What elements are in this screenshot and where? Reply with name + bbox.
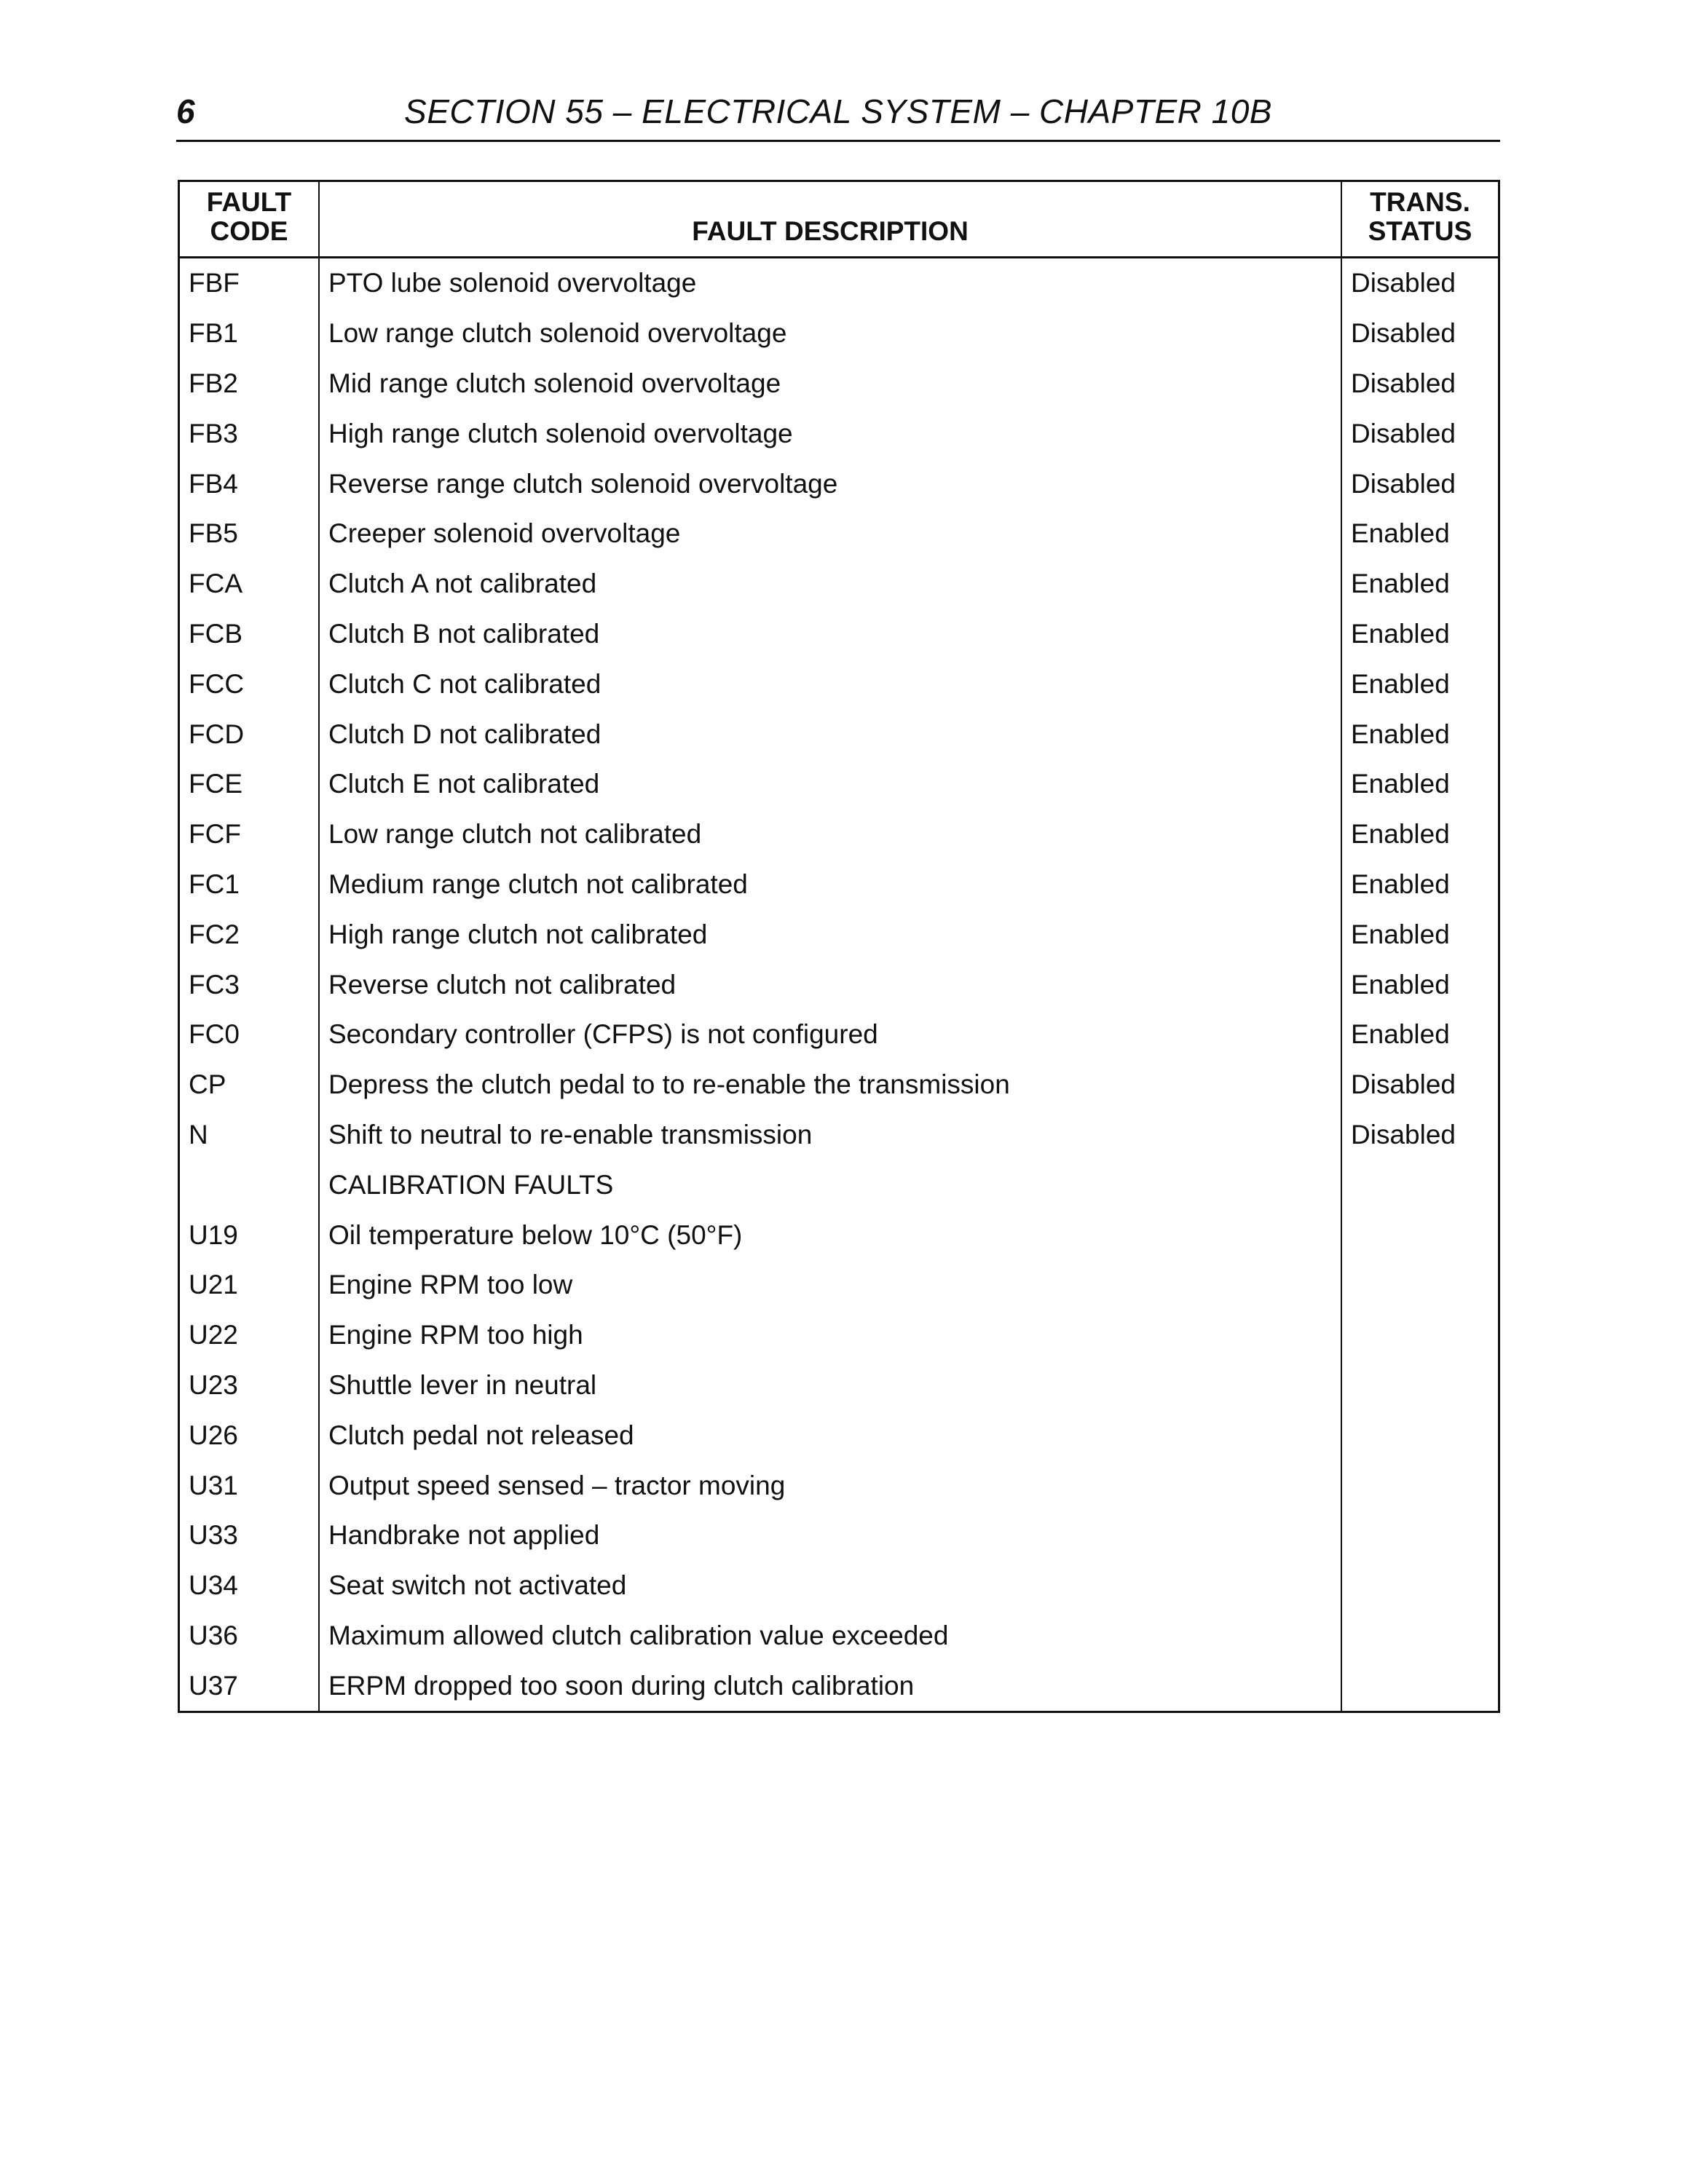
fault-description-cell: Reverse range clutch solenoid overvoltage	[319, 459, 1341, 509]
fault-description-cell: Seat switch not activated	[319, 1561, 1341, 1611]
fault-code-cell: FB2	[179, 359, 320, 409]
fault-description-cell: Output speed sensed – tractor moving	[319, 1460, 1341, 1511]
trans-status-cell: Enabled	[1351, 719, 1450, 749]
fault-description-cell: Medium range clutch not calibrated	[319, 860, 1341, 910]
trans-status-cell: Disabled	[1351, 1119, 1456, 1150]
fault-code-cell: FCE	[179, 759, 320, 810]
page-number: 6	[176, 92, 195, 130]
table-row	[179, 1210, 1499, 1260]
fault-code-cell: FCB	[179, 609, 320, 660]
trans-status-cell: Enabled	[1351, 769, 1450, 799]
section-title: SECTION 55 – ELECTRICAL SYSTEM – CHAPTER 10B	[404, 92, 1272, 130]
table-header-row	[179, 181, 1499, 258]
fault-description-cell: Low range clutch solenoid overvoltage	[319, 309, 1341, 359]
fault-code-cell: FC0	[179, 1010, 320, 1060]
fault-description-cell: Secondary controller (CFPS) is not configured	[319, 1010, 1341, 1060]
fault-code-cell: FC2	[179, 909, 320, 960]
trans-status-cell	[1341, 1410, 1499, 1460]
trans-status-cell	[1341, 1661, 1499, 1712]
trans-status-cell: Disabled	[1351, 368, 1456, 398]
fault-code-cell: N	[179, 1110, 320, 1160]
table-row	[179, 909, 1499, 960]
table-row	[179, 1611, 1499, 1661]
trans-status-cell	[1341, 1310, 1499, 1361]
trans-status-cell	[1341, 1260, 1499, 1310]
table-row	[179, 509, 1499, 559]
fault-description-cell: Engine RPM too high	[319, 1310, 1341, 1361]
fault-description-cell: Clutch C not calibrated	[319, 659, 1341, 709]
trans-status-cell: Disabled	[1351, 268, 1456, 298]
fault-code-cell: FB3	[179, 408, 320, 459]
table-row	[179, 960, 1499, 1010]
fault-code-cell: U34	[179, 1561, 320, 1611]
fault-code-cell: U26	[179, 1410, 320, 1460]
table-row	[179, 459, 1499, 509]
fault-description-cell: Reverse clutch not calibrated	[319, 960, 1341, 1010]
fault-code-cell: FCC	[179, 659, 320, 709]
trans-status-cell	[1341, 1361, 1499, 1411]
table-row	[179, 1410, 1499, 1460]
fault-code-cell: U19	[179, 1210, 320, 1260]
table-row	[179, 609, 1499, 660]
trans-status-cell: Enabled	[1351, 869, 1450, 899]
fault-code-cell: CP	[179, 1060, 320, 1110]
fault-description-cell: Clutch A not calibrated	[319, 559, 1341, 609]
fault-description-cell: High range clutch not calibrated	[319, 909, 1341, 960]
trans-status-cell	[1341, 1611, 1499, 1661]
table-row	[179, 359, 1499, 409]
fault-code-cell: FCD	[179, 709, 320, 759]
fault-code-cell: FB1	[179, 309, 320, 359]
fault-description-cell: Creeper solenoid overvoltage	[319, 509, 1341, 559]
trans-status-cell: Enabled	[1351, 819, 1450, 850]
trans-status-cell: Disabled	[1351, 1069, 1456, 1100]
table-row	[179, 1160, 1499, 1210]
trans-status-cell: Enabled	[1351, 919, 1450, 949]
table-row	[179, 659, 1499, 709]
trans-status-cell: Enabled	[1351, 1019, 1450, 1050]
fault-description-cell: Clutch pedal not released	[319, 1410, 1341, 1460]
trans-status-cell	[1341, 1561, 1499, 1611]
fault-code-cell: U36	[179, 1611, 320, 1661]
trans-status-cell: Enabled	[1351, 569, 1450, 599]
fault-description-cell: PTO lube solenoid overvoltage	[319, 258, 1341, 309]
fault-code-cell: FB5	[179, 509, 320, 559]
fault-code-cell: U33	[179, 1511, 320, 1561]
table-row	[179, 759, 1499, 810]
fault-code-cell: FB4	[179, 459, 320, 509]
table-row	[179, 1060, 1499, 1110]
fault-code-cell: U37	[179, 1661, 320, 1712]
trans-status-cell: Disabled	[1351, 318, 1456, 349]
fault-code-cell: FC1	[179, 860, 320, 910]
table-row	[179, 1661, 1499, 1712]
fault-code-table	[178, 180, 1500, 1713]
table-row	[179, 408, 1499, 459]
trans-status-cell: Disabled	[1351, 418, 1456, 448]
page-header	[176, 86, 1500, 142]
fault-description-cell: Maximum allowed clutch calibration value exceeded	[319, 1611, 1341, 1661]
fault-description-cell: Clutch D not calibrated	[319, 709, 1341, 759]
fault-code-cell: FCA	[179, 559, 320, 609]
fault-code-cell: U31	[179, 1460, 320, 1511]
fault-description-cell: Shift to neutral to re-enable transmission	[319, 1110, 1341, 1160]
fault-description-cell: Mid range clutch solenoid overvoltage	[319, 359, 1341, 409]
fault-description-cell: Clutch E not calibrated	[319, 759, 1341, 810]
fault-description-cell: ERPM dropped too soon during clutch calibration	[319, 1661, 1341, 1712]
table-row	[179, 1260, 1499, 1310]
table-row	[179, 1561, 1499, 1611]
trans-status-cell: Enabled	[1351, 518, 1450, 549]
column-header-fault-code: FAULT CODE	[179, 181, 320, 258]
fault-description-cell: Engine RPM too low	[319, 1260, 1341, 1310]
fault-rows	[179, 258, 1499, 1712]
trans-status-cell: Enabled	[1351, 969, 1450, 1000]
fault-description-cell: Depress the clutch pedal to to re-enable the transmission	[319, 1060, 1341, 1110]
table-row	[179, 860, 1499, 910]
fault-code-cell	[179, 1160, 320, 1210]
table-row	[179, 810, 1499, 860]
fault-code-cell: U22	[179, 1310, 320, 1361]
table-row	[179, 1310, 1499, 1361]
trans-status-cell	[1341, 1511, 1499, 1561]
fault-code-cell: U23	[179, 1361, 320, 1411]
fault-description-cell: Oil temperature below 10°C (50°F)	[319, 1210, 1341, 1260]
fault-description-cell: High range clutch solenoid overvoltage	[319, 408, 1341, 459]
trans-status-cell: Disabled	[1351, 468, 1456, 499]
table-row	[179, 559, 1499, 609]
table-row	[179, 1361, 1499, 1411]
fault-code-cell: FBF	[179, 258, 320, 309]
trans-status-cell: Enabled	[1351, 618, 1450, 649]
fault-description-cell: CALIBRATION FAULTS	[319, 1160, 1341, 1210]
table-row	[179, 309, 1499, 359]
fault-code-cell: U21	[179, 1260, 320, 1310]
table-row	[179, 1511, 1499, 1561]
fault-description-cell: Low range clutch not calibrated	[319, 810, 1341, 860]
table-row	[179, 258, 1499, 309]
table-row	[179, 709, 1499, 759]
trans-status-cell	[1341, 1460, 1499, 1511]
fault-description-cell: Shuttle lever in neutral	[319, 1361, 1341, 1411]
column-header-trans-status: TRANS. STATUS	[1341, 181, 1499, 258]
fault-code-cell: FC3	[179, 960, 320, 1010]
fault-code-cell: FCF	[179, 810, 320, 860]
table-row	[179, 1460, 1499, 1511]
trans-status-cell	[1341, 1160, 1499, 1210]
column-header-fault-description: FAULT DESCRIPTION	[319, 181, 1341, 258]
table-row	[179, 1110, 1499, 1160]
table-row	[179, 1010, 1499, 1060]
trans-status-cell: Enabled	[1351, 668, 1450, 699]
fault-description-cell: Handbrake not applied	[319, 1511, 1341, 1561]
fault-description-cell: Clutch B not calibrated	[319, 609, 1341, 660]
trans-status-cell	[1341, 1210, 1499, 1260]
